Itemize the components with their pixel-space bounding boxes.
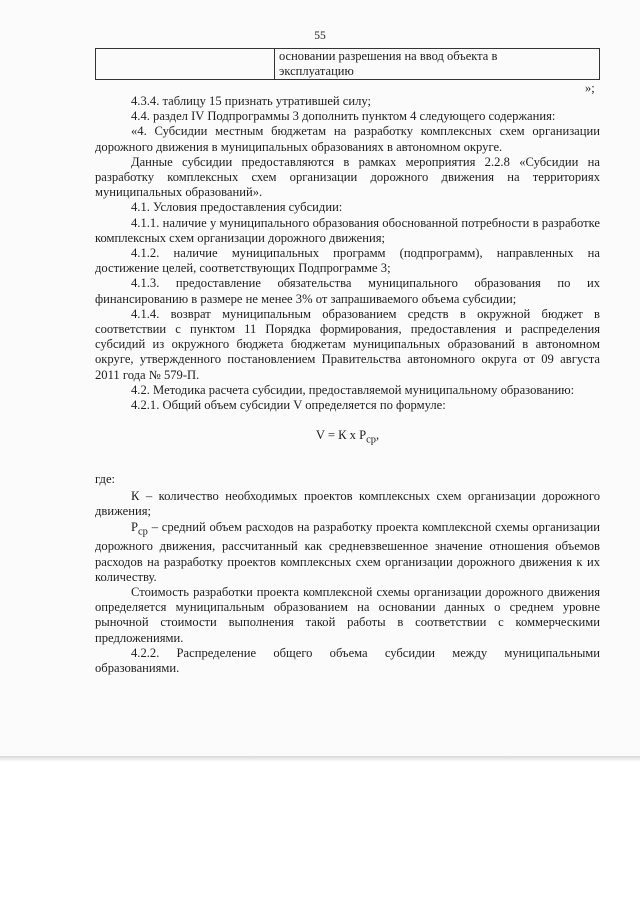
definition-symbol: Р [131,519,139,534]
page-number: 55 [314,30,326,42]
paragraph: 4.2.1. Общий объем субсидии V определяется по формуле: [131,398,446,413]
paragraph: Стоимость разработки проекта комплексной схемы организации дорожного движения определяется муниципальным образованием на основании данных о среднем уровне рыночной стоимости выполнения такой работы в соответствии с коммерческими предложениями. [95,584,600,645]
paragraph: 4.1.1. наличие у муниципального образования обоснованной потребности в разработке комплексных схем организации дорожного движения; [95,215,600,245]
paragraph: «4. Субсидии местным бюджетам на разработку комплексных схем организации дорожного движения в муниципальных образованиях в автономном округе. [95,124,600,154]
table-cell-line: эксплуатацию [279,64,354,78]
definition-pcp [95,520,600,585]
closing-quote: »; [585,81,595,95]
paragraph: 4.1. Условия предоставления субсидии: [131,200,343,215]
table-cell-line: основании разрешения на ввод объекта в [279,49,498,63]
definition-text: – средний объем расходов на разработку проекта комплексной схемы организации дорожного движения, рассчитанный как средневзвешенное значение отношения объемов расходов на разработку проектов комплексных схем организации дорожного движения к их количеству. [95,519,600,584]
paragraph: 4.4. раздел IV Подпрограммы 3 дополнить пунктом 4 следующего содержания: [131,109,556,124]
paragraph: 4.2. Методика расчета субсидии, предоставляемой муниципальному образованию: [131,382,575,397]
page-edge-shadow [0,756,640,762]
formula-tail: , [376,428,380,443]
paragraph: 4.2.2. Распределение общего объема субсидии между муниципальными образованиями. [95,645,600,675]
paragraph: 4.1.4. возврат муниципальным образованием средств в окружной бюджет в соответствии с пунктом 11 Порядка формирования, предоставления и распределения субсидий из окружного бюджета бюджетам муниципальных образований в автономном округе, утвержденного постановлением Правительства автономного округа от 09 августа 2011 года № 579-П. [95,306,600,382]
table-cell-text [275,49,600,80]
paragraph: Данные субсидии предоставляются в рамках мероприятия 2.2.8 «Субсидии на разработку комплексных схем организации дорожного движения на территориях муниципальных образований». [95,154,600,200]
table-cell-empty [96,49,275,80]
formula-main: V = К x Р [315,428,367,443]
document-body [95,94,600,676]
table-continuation [95,48,600,80]
paragraph: 4.1.3. предоставление обязательства муниципального образования по их финансированию в размере не менее 3% от запрашиваемого объема субсидии; [95,276,600,306]
where-label: где: [95,471,116,486]
definition-k: К – количество необходимых проектов комплексных схем организации дорожного движения; [95,489,600,519]
paragraph: 4.3.4. таблицу 15 признать утратившей силу; [131,94,372,108]
formula-subscript: ср [366,434,377,446]
formula [95,428,600,448]
paragraph: 4.1.2. наличие муниципальных программ (подпрограмм), направленных на достижение целей, соответствующих Подпрограмме 3; [95,246,600,276]
definition-subscript: ср [138,526,148,538]
table-row [96,49,600,80]
